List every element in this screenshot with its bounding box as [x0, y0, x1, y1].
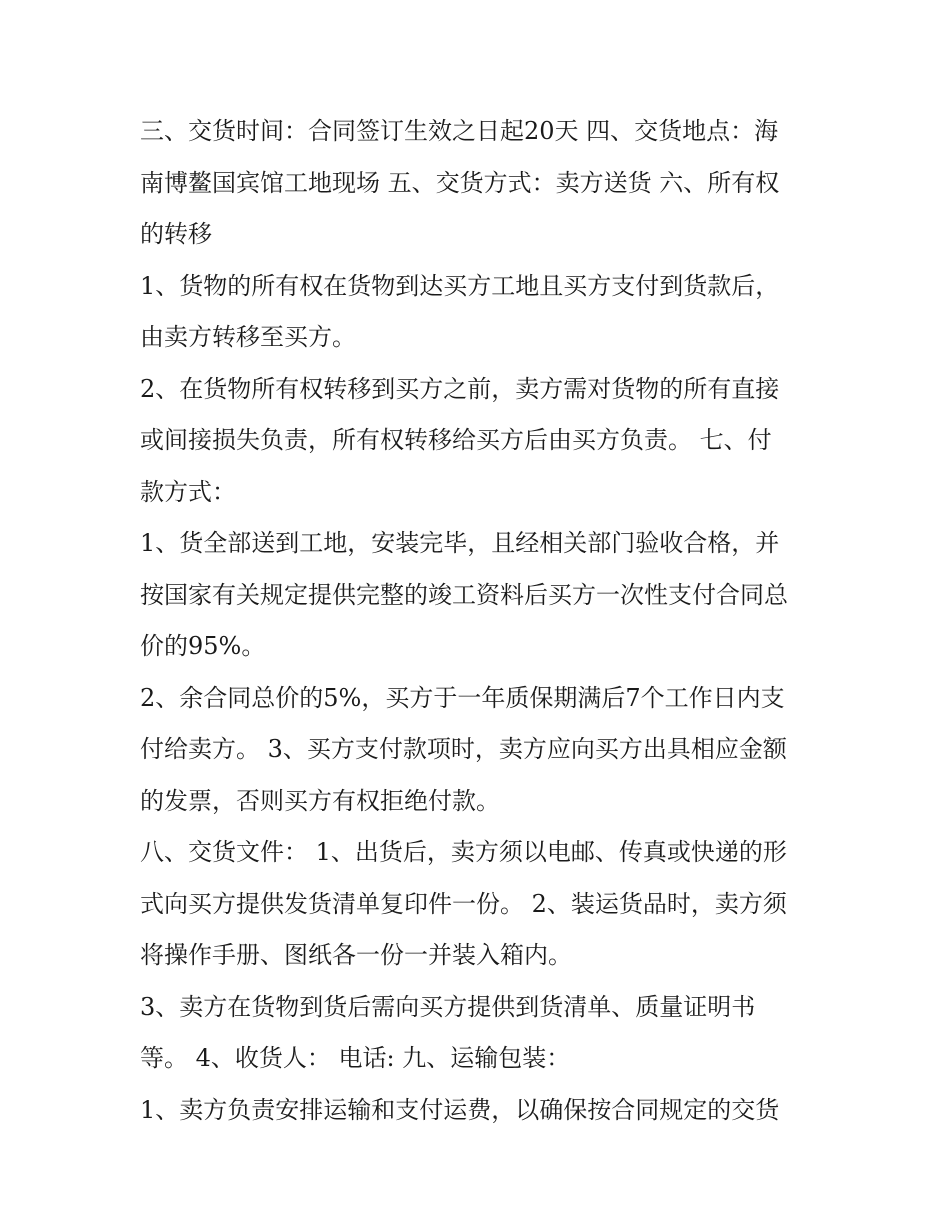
- text-line: 价的95%。: [140, 632, 266, 660]
- text-line: 八、交货文件： 1、出货后，卖方须以电邮、传真或快递的形: [140, 838, 787, 866]
- text-line: 1、卖方负责安排运输和支付运费，以确保按合同规定的交货: [140, 1095, 780, 1124]
- text-line: 等。 4、收货人： 电话: 九、运输包装：: [140, 1044, 571, 1072]
- text-line: 款方式：: [140, 477, 236, 506]
- document-body: [140, 106, 820, 1136]
- text-line: 3、卖方在货物到货后需向买方提供到货清单、质量证明书: [140, 992, 756, 1021]
- text-line: 付给卖方。 3、买方支付款项时，卖方应向买方出具相应金额: [140, 735, 787, 763]
- text-line: 按国家有关规定提供完整的竣工资料后买方一次性支付合同总: [140, 580, 788, 609]
- text-line: 2、余合同总价的5%，买方于一年质保期满后7个工作日内支: [140, 683, 785, 712]
- text-line: 1、货物的所有权在货物到达买方工地且买方支付到货款后，: [140, 271, 780, 300]
- text-line: 1、货全部送到工地，安装完毕，且经相关部门验收合格，并: [140, 529, 780, 557]
- text-line: 式向买方提供发货清单复印件一份。 2、装运货品时，卖方须: [140, 889, 787, 918]
- text-line: 的转移: [140, 220, 212, 248]
- text-line: 由卖方转移至买方。: [140, 323, 356, 351]
- text-line: 三、交货时间：合同签订生效之日起20天 四、交货地点：海: [140, 117, 779, 145]
- text-line: 将操作手册、图纸各一份一并装入箱内。: [140, 941, 572, 969]
- text-line: 的发票，否则买方有权拒绝付款。: [140, 786, 500, 815]
- text-line: 南博鳌国宾馆工地现场 五、交货方式：卖方送货 六、所有权: [140, 168, 780, 197]
- text-line: 2、在货物所有权转移到买方之前，卖方需对货物的所有直接: [140, 374, 780, 403]
- text-line: 或间接损失负责，所有权转移给买方后由买方负责。 七、付: [140, 426, 772, 454]
